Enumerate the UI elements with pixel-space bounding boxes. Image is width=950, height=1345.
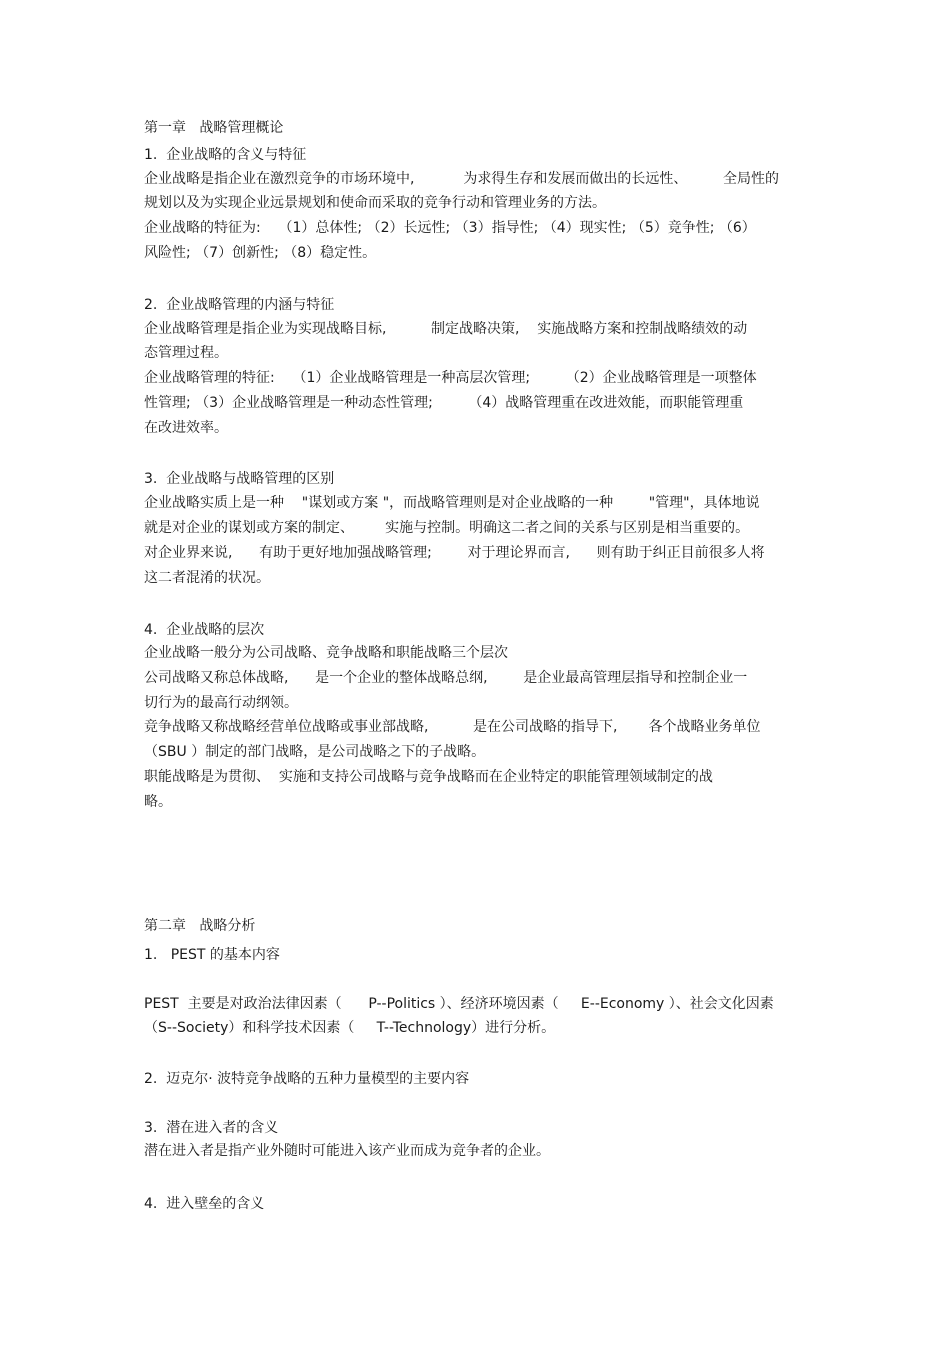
paragraph-line: PEST 主要是对政治法律因素（ P--Politics ）、经济环境因素（ E--Economy ）、社会文化因素 [144, 996, 774, 1012]
paragraph-line: 竞争战略又称战略经营单位战略或事业部战略, 是在公司战略的指导下, 各个战略业务单位 [144, 719, 761, 735]
paragraph-line: 对企业界来说, 有助于更好地加强战略管理; 对于理论界而言, 则有助于纠正目前很多人将 [144, 545, 765, 561]
paragraph-line: 风险性; （7）创新性; （8）稳定性。 [144, 245, 377, 261]
paragraph-line: 企业战略管理的特征: （1）企业战略管理是一种高层次管理; （2）企业战略管理是一项整体 [144, 370, 757, 386]
paragraph-line: 潜在进入者是指产业外随时可能进入该产业而成为竞争者的企业。 [144, 1143, 550, 1159]
paragraph-line: 公司战略又称总体战略, 是一个企业的整体战略总纲, 是企业最高管理层指导和控制企业一 [144, 670, 748, 686]
paragraph-line: 就是对企业的谋划或方案的制定、 实施与控制。明确这二者之间的关系与区别是相当重要的。 [144, 520, 750, 536]
chapter-2-title: 第二章 战略分析 [144, 918, 256, 934]
section-2-2-heading: 2. 迈克尔· 波特竞争战略的五种力量模型的主要内容 [144, 1071, 470, 1087]
paragraph-line: 企业战略的特征为: （1）总体性; （2）长远性; （3）指导性; （4）现实性; （5）竞争性; （6） [144, 220, 756, 236]
paragraph-line: 切行为的最高行动纲领。 [144, 695, 298, 711]
section-1-3-heading: 3. 企业战略与战略管理的区别 [144, 471, 335, 487]
paragraph-line: 企业战略实质上是一种 "谋划或方案 "，而战略管理则是对企业战略的一种 "管理"，具体地说 [144, 495, 760, 511]
paragraph-line: 企业战略管理是指企业为实现战略目标, 制定战略决策, 实施战略方案和控制战略绩效的动 [144, 321, 748, 337]
section-1-2-heading: 2. 企业战略管理的内涵与特征 [144, 297, 335, 313]
section-2-1-heading: 1. PEST 的基本内容 [144, 947, 280, 963]
section-1-4-heading: 4. 企业战略的层次 [144, 622, 265, 638]
chapter-1-title: 第一章 战略管理概论 [144, 120, 284, 136]
section-2-4-heading: 4. 进入壁垒的含义 [144, 1196, 265, 1212]
section-1-1-heading: 1. 企业战略的含义与特征 [144, 147, 307, 163]
paragraph-line: 性管理; （3）企业战略管理是一种动态性管理; （4）战略管理重在改进效能，而职能管理重 [144, 395, 744, 411]
paragraph-line: 规划以及为实现企业远景规划和使命而采取的竞争行动和管理业务的方法。 [144, 195, 606, 211]
paragraph-line: 这二者混淆的状况。 [144, 570, 270, 586]
section-2-3-heading: 3. 潜在进入者的含义 [144, 1120, 279, 1136]
paragraph-line: 企业战略一般分为公司战略、竞争战略和职能战略三个层次 [144, 645, 508, 661]
paragraph-line: 态管理过程。 [144, 345, 228, 361]
paragraph-line: 在改进效率。 [144, 420, 228, 436]
paragraph-line: （S--Society）和科学技术因素（ T--Technology）进行分析。 [144, 1020, 556, 1036]
paragraph-line: 企业战略是指企业在激烈竞争的市场环境中, 为求得生存和发展而做出的长远性、 全局性的 [144, 171, 780, 187]
paragraph-line: 职能战略是为贯彻、 实施和支持公司战略与竞争战略而在企业特定的职能管理领域制定的战 [144, 769, 713, 785]
paragraph-line: 略。 [144, 794, 172, 810]
paragraph-line: （SBU ）制定的部门战略，是公司战略之下的子战略。 [144, 744, 486, 760]
